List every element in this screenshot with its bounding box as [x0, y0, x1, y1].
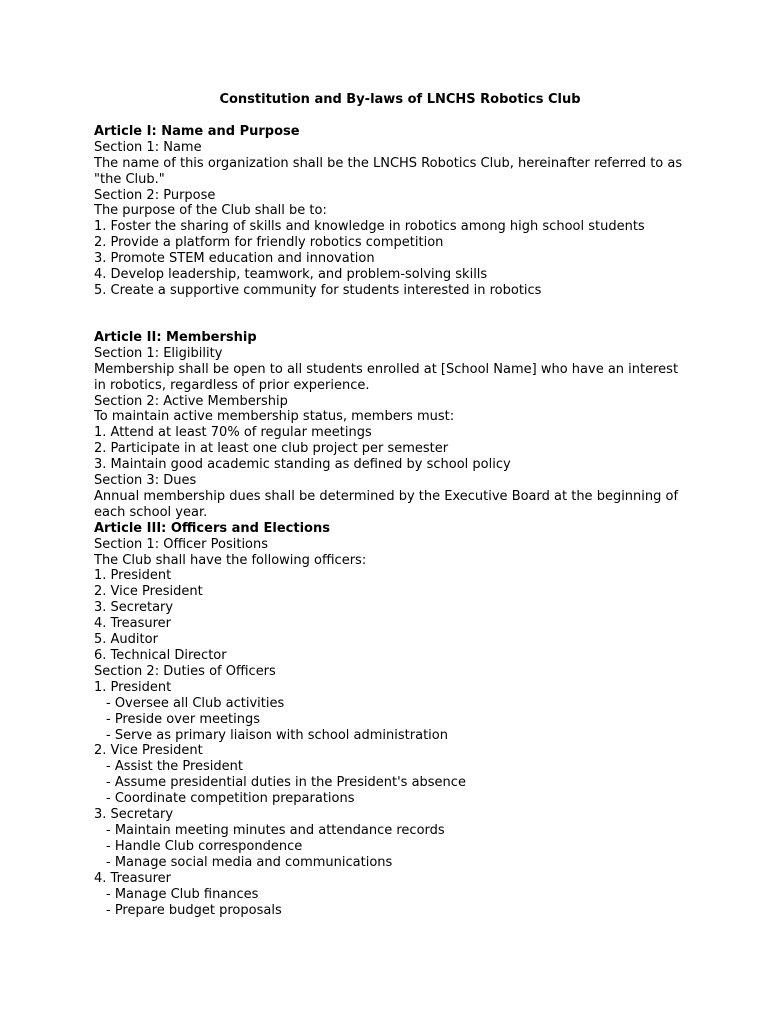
article-1-heading: Article I: Name and Purpose: [94, 123, 300, 139]
purpose-item: 3. Promote STEM education and innovation: [94, 251, 375, 267]
purpose-item: 4. Develop leadership, teamwork, and problem-solving skills: [94, 267, 488, 283]
article-3-section-1-intro: The Club shall have the following officers:: [94, 552, 367, 568]
duty-item: - Handle Club correspondence: [106, 838, 303, 854]
duty-role: 4. Treasurer: [94, 870, 172, 886]
officer-item: 1. President: [94, 568, 172, 584]
purpose-item: 1. Foster the sharing of skills and knowledge in robotics among high school students: [94, 219, 645, 235]
article-2-section-1-title: Section 1: Eligibility: [94, 345, 223, 361]
officer-item: 5. Auditor: [94, 632, 158, 648]
duty-item: - Prepare budget proposals: [106, 902, 282, 918]
article-1-section-2-title: Section 2: Purpose: [94, 187, 216, 203]
article-2-section-1-text: Membership shall be open to all students enrolled at [School Name] who have an interest in robotics, regardless of prior experience.: [94, 361, 683, 393]
duty-item: - Oversee all Club activities: [106, 695, 285, 711]
requirement-item: 1. Attend at least 70% of regular meetings: [94, 425, 372, 441]
article-2-heading: Article II: Membership: [94, 329, 257, 345]
duty-item: - Manage social media and communications: [106, 854, 393, 870]
article-gap: [94, 299, 684, 330]
article-2-section-3-title: Section 3: Dues: [94, 473, 197, 489]
document-page: [94, 92, 687, 918]
duty-item: - Maintain meeting minutes and attendance records: [106, 822, 445, 838]
article-1-section-1-title: Section 1: Name: [94, 139, 202, 155]
duty-item: - Assume presidential duties in the President's absence: [106, 775, 466, 791]
duty-item: - Preside over meetings: [106, 711, 261, 727]
officer-item: 4. Treasurer: [94, 616, 172, 632]
article-2-section-2-intro: To maintain active membership status, members must:: [94, 409, 455, 425]
requirement-item: 2. Participate in at least one club project per semester: [94, 441, 449, 457]
officer-item: 6. Technical Director: [94, 648, 227, 663]
article-2-section-2-title: Section 2: Active Membership: [94, 393, 288, 409]
article-1-section-2-intro: The purpose of the Club shall be to:: [94, 203, 327, 219]
officer-item: 2. Vice President: [94, 584, 203, 600]
document-title: Constitution and By-laws of LNCHS Robotics Club: [219, 92, 581, 107]
duty-role: 2. Vice President: [94, 743, 203, 759]
article-3-section-2-title: Section 2: Duties of Officers: [94, 663, 276, 679]
article-3-section-1-title: Section 1: Officer Positions: [94, 536, 269, 552]
article-2-section-3-text: Annual membership dues shall be determined by the Executive Board at the beginning of each school year.: [94, 488, 683, 520]
article-1-section-1-text: The name of this organization shall be the LNCHS Robotics Club, hereinafter referred to as "the Club.": [94, 155, 687, 187]
officer-item: 3. Secretary: [94, 600, 174, 616]
duty-role: 3. Secretary: [94, 807, 174, 823]
duty-role: 1. President: [94, 679, 172, 695]
purpose-item: 5. Create a supportive community for students interested in robotics: [94, 282, 542, 298]
purpose-item: 2. Provide a platform for friendly robotics competition: [94, 235, 444, 251]
requirement-item: 3. Maintain good academic standing as defined by school policy: [94, 457, 511, 473]
article-3-heading: Article III: Officers and Elections: [94, 520, 330, 536]
duty-item: - Manage Club finances: [106, 886, 259, 902]
duty-item: - Serve as primary liaison with school administration: [106, 727, 448, 743]
duty-item: - Assist the President: [106, 759, 243, 775]
duty-item: - Coordinate competition preparations: [106, 791, 355, 807]
